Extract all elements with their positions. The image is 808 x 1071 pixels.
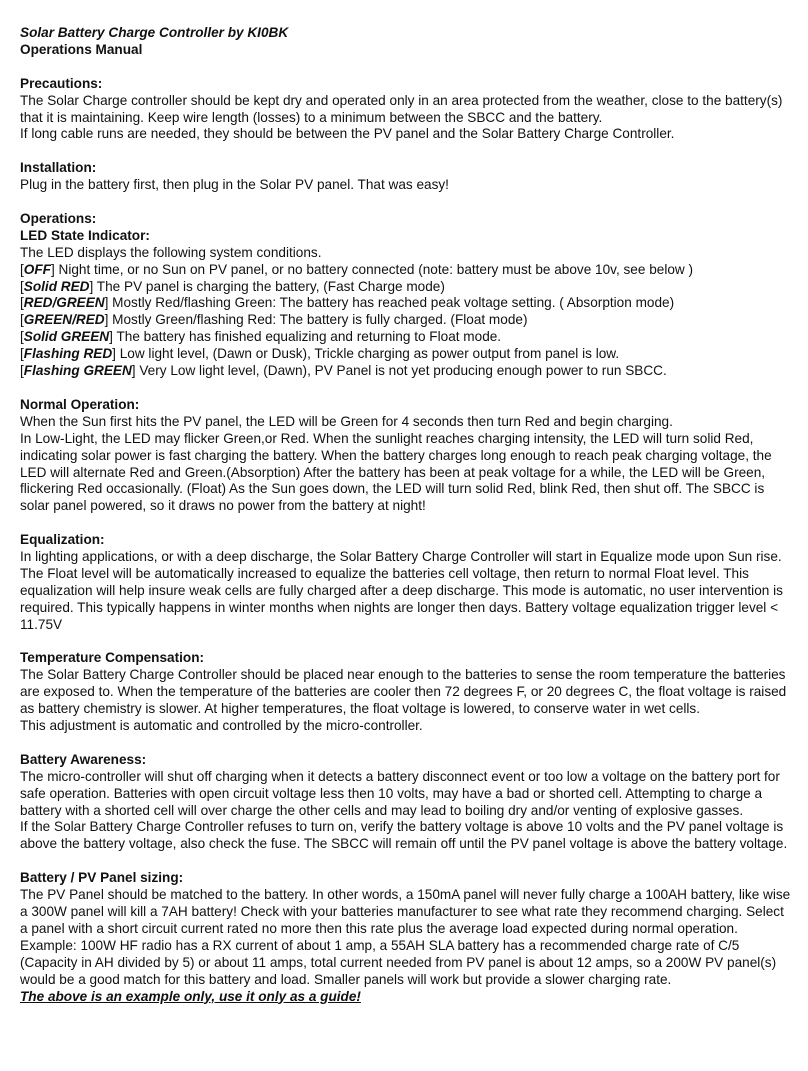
operations-heading: Operations: bbox=[20, 210, 97, 226]
operations-section bbox=[20, 211, 794, 380]
normal-operation-paragraph: In Low-Light, the LED may flicker Green,or Red. When the sunlight reaches charging intensity, the LED will turn solid Red, indicating solar power is fast charging the battery. When the battery charges long enough to reach peak charging voltage, the LED will alternate Red and Green.(Absorption) After the battery has been at peak voltage for a while, the LED will be Green, flickering Red occasionally. (Float) As the Sun goes down, the LED will turn solid Red, blink Red, then shut off. The SBCC is solar panel powered, so it draws no power from the battery at night! bbox=[20, 430, 772, 514]
panel-sizing-heading: Battery / PV Panel sizing: bbox=[20, 870, 184, 886]
led-indicator-heading: LED State Indicator: bbox=[20, 227, 150, 243]
led-state-desc: The battery has finished equalizing and returning to Float mode. bbox=[112, 329, 502, 345]
battery-awareness-section bbox=[20, 752, 794, 853]
battery-awareness-paragraph: The micro-controller will shut off charging when it detects a battery disconnect event or too low a voltage on the battery port for safe operation. Batteries with open circuit voltage less then 10 volts, may have a bad or shorted cell. Attempting to charge a battery with a shorted cell will over charge the other cells and may lead to boiling dry and/or venting of explosive gasses. bbox=[20, 768, 780, 818]
led-state-row: [Solid RED] The PV panel is charging the battery, (Fast Charge mode) bbox=[20, 278, 445, 294]
temperature-heading: Temperature Compensation: bbox=[20, 650, 205, 666]
equalization-section bbox=[20, 532, 794, 633]
normal-operation-section bbox=[20, 397, 794, 515]
led-state-name: OFF bbox=[23, 261, 51, 277]
installation-paragraph: Plug in the battery first, then plug in the Solar PV panel. That was easy! bbox=[20, 177, 449, 193]
installation-heading: Installation: bbox=[20, 160, 97, 176]
led-state-name: RED/GREEN bbox=[23, 295, 105, 311]
led-state-name: Flashing GREEN bbox=[23, 363, 132, 379]
battery-awareness-heading: Battery Awareness: bbox=[20, 751, 147, 767]
led-state-desc: Night time, or no Sun on PV panel, or no battery connected (note: battery must be above 10v, see below ) bbox=[54, 261, 694, 277]
led-state-desc: Low light level, (Dawn or Dusk), Trickle charging as power output from panel is low. bbox=[115, 346, 620, 362]
led-state-desc: Very Low light level, (Dawn), PV Panel is not yet producing enough power to run SBCC. bbox=[135, 363, 667, 379]
led-state-row: [GREEN/RED] Mostly Green/flashing Red: The battery is fully charged. (Float mode) bbox=[20, 312, 528, 328]
led-state-name: Flashing RED bbox=[23, 346, 113, 362]
precautions-paragraph: If long cable runs are needed, they should be between the PV panel and the Solar Battery Charge Controller. bbox=[20, 126, 675, 142]
precautions-paragraph: The Solar Charge controller should be kept dry and operated only in an area protected from the weather, close to the battery(s) that it is maintaining. Keep wire length (losses) to a minimum between the SBCC and the battery. bbox=[20, 92, 783, 125]
led-state-row: [Flashing GREEN] Very Low light level, (Dawn), PV Panel is not yet producing enough power to run SBCC. bbox=[20, 363, 667, 379]
normal-operation-heading: Normal Operation: bbox=[20, 396, 140, 412]
led-state-name: Solid GREEN bbox=[23, 329, 110, 345]
document-subtitle: Operations Manual bbox=[20, 41, 143, 57]
led-intro: The LED displays the following system conditions. bbox=[20, 244, 322, 260]
panel-sizing-paragraph: The PV Panel should be matched to the battery. In other words, a 150mA panel will never fully charge a 100AH battery, like wise a 300W panel will kill a 7AH battery! Check with your batteries manufacturer to see what rate they recommend charging. Select a panel with a short circuit current rated no more then this rate plus the average load expected during normal operation. bbox=[20, 887, 791, 936]
document-title: Solar Battery Charge Controller by KI0BK bbox=[20, 25, 289, 40]
equalization-paragraph: In lighting applications, or with a deep discharge, the Solar Battery Charge Controller will start in Equalize mode upon Sun rise. The Float level will be automatically increased to equalize the batteries cell voltage, then return to normal Float level. This equalization will help insure weak cells are fully charged after a deep discharge. This mode is automatic, no user intervention is required. This typically happens in winter months when nights are longer then days. Battery voltage equalization trigger level < 11.75V bbox=[20, 549, 783, 632]
led-state-name: GREEN/RED bbox=[23, 312, 105, 328]
temperature-section bbox=[20, 650, 794, 735]
led-state-desc: Mostly Red/flashing Green: The battery has reached peak voltage setting. ( Absorption mode) bbox=[108, 295, 675, 311]
led-state-name: Solid RED bbox=[23, 278, 90, 294]
panel-sizing-paragraph: Example: 100W HF radio has a RX current of about 1 amp, a 55AH SLA battery has a recommended charge rate of C/5 (Capacity in AH divided by 5) or about 11 amps, total current needed from PV panel is about 12 amps, so a 200W PV panel(s) would be a good match for this battery and load. Smaller panels will work but provide a slower charging rate. bbox=[20, 937, 777, 987]
panel-sizing-note: The above is an example only, use it only as a guide! bbox=[20, 988, 361, 1004]
led-state-row: [OFF] Night time, or no Sun on PV panel, or no battery connected (note: battery must be above 10v, see below ) bbox=[20, 261, 694, 277]
battery-awareness-paragraph: If the Solar Battery Charge Controller refuses to turn on, verify the battery voltage is above 10 volts and the PV panel voltage is above the battery voltage, also check the fuse. The SBCC will remain off until the PV panel voltage is above the battery voltage. bbox=[20, 819, 788, 852]
led-state-row: [Solid GREEN] The battery has finished equalizing and returning to Float mode. bbox=[20, 329, 502, 345]
equalization-heading: Equalization: bbox=[20, 532, 105, 548]
temperature-paragraph: The Solar Battery Charge Controller should be placed near enough to the batteries to sense the room temperature the batteries are exposed to. When the temperature of the batteries are cooler then 72 degrees F, or 20 degrees C, the float voltage is raised as battery chemistry is slower. At higher temperatures, the float voltage is lowered, to conserve water in wet cells. bbox=[20, 667, 787, 717]
led-state-row: [Flashing RED] Low light level, (Dawn or Dusk), Trickle charging as power output from panel is low. bbox=[20, 346, 620, 362]
normal-operation-paragraph: When the Sun first hits the PV panel, the LED will be Green for 4 seconds then turn Red and begin charging. bbox=[20, 413, 673, 429]
precautions-heading: Precautions: bbox=[20, 75, 103, 91]
installation-section bbox=[20, 160, 794, 194]
led-state-desc: The PV panel is charging the battery, (Fast Charge mode) bbox=[93, 278, 445, 294]
led-state-desc: Mostly Green/flashing Red: The battery is fully charged. (Float mode) bbox=[108, 312, 528, 328]
temperature-paragraph: This adjustment is automatic and controlled by the micro-controller. bbox=[20, 718, 423, 734]
led-state-row: [RED/GREEN] Mostly Red/flashing Green: The battery has reached peak voltage setting. ( Absorption mode) bbox=[20, 295, 675, 311]
panel-sizing-section bbox=[20, 870, 794, 1005]
precautions-section bbox=[20, 76, 794, 144]
